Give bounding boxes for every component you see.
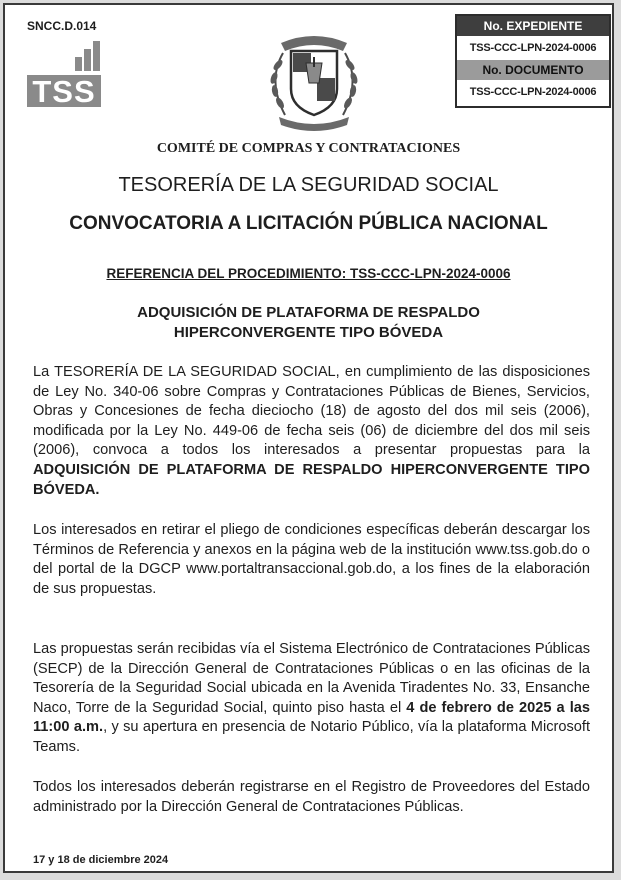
form-code: SNCC.D.014 [27, 19, 97, 33]
paragraph-submission-text-2: , y su apertura en presencia de Notario Público, vía la plataforma Microsoft Teams. [33, 719, 590, 755]
paragraph-submission-text-1: Las propuestas serán recibidas vía el Sistema Electrónico de Contrataciones Públicas (SECP) de la Dirección General de Contrataciones Públicas o en las oficinas de la Tesorería de la Seguridad Social ubicada en la Avenida Tiradentes No. 33, Ensanche Naco, Torre de la Seguridad Social, quinto piso hasta el [33, 641, 590, 716]
expediente-label: No. EXPEDIENTE [457, 16, 609, 36]
paragraph-invitation-text: La TESORERÍA DE LA SEGURIDAD SOCIAL, en cumplimiento de las disposiciones de Ley No. 340-06 sobre Compras y Contrataciones Públicas de Bienes, Servicios, Obras y Concesiones de fecha dieciocho (18) de agosto del dos mil seis (2006), modificada por la Ley No. 449-06 de fecha seis (06) de diciembre del dos mil seis (2006), convoca a todos los interesados a presentar propuestas para la [33, 364, 590, 459]
tss-logo [27, 39, 101, 109]
subject-line-1: ADQUISICIÓN DE PLATAFORMA DE RESPALDO [137, 304, 480, 321]
paragraph-terms-download: Los interesados en retirar el pliego de condiciones específicas deberán descargar los Términos de Referencia y anexos en la página web de la institución www.tss.gob.do o del portal de la DGCP www.portaltransaccional.gob.do, a los fines de la elaboración de sus propuestas. [33, 522, 590, 597]
expediente-box [455, 14, 611, 108]
paragraph-invitation-bold: ADQUISICIÓN DE PLATAFORMA DE RESPALDO HIPERCONVERGENTE TIPO BÓVEDA. [33, 461, 590, 498]
institution-name: TESORERÍA DE LA SEGURIDAD SOCIAL [118, 174, 499, 196]
document-page [3, 3, 614, 873]
documento-value: TSS-CCC-LPN-2024-0006 [469, 86, 597, 98]
procurement-subject [5, 303, 612, 343]
paragraph-submission-deadline: 4 de febrero de 2025 a las 11:00 a.m. [33, 699, 590, 736]
expediente-value: TSS-CCC-LPN-2024-0006 [469, 42, 597, 54]
publication-date: 17 y 18 de diciembre 2024 [33, 854, 169, 866]
tss-logo-text: TSS [32, 74, 96, 109]
paragraph-invitation [33, 363, 590, 500]
paragraph-submission [33, 640, 590, 758]
announcement-title: CONVOCATORIA A LICITACIÓN PÚBLICA NACIONAL [69, 213, 548, 234]
procedure-reference: REFERENCIA DEL PROCEDIMIENTO: TSS-CCC-LPN-2024-0006 [106, 266, 511, 281]
documento-label: No. DOCUMENTO [457, 60, 609, 80]
subject-line-2: HIPERCONVERGENTE TIPO BÓVEDA [173, 324, 444, 341]
coat-of-arms-emblem [261, 23, 367, 133]
paragraph-registration: Todos los interesados deberán registrarse en el Registro de Proveedores del Estado administrado por la Dirección General de Contrataciones Públicas. [33, 779, 590, 815]
committee-heading: COMITÉ DE COMPRAS Y CONTRATACIONES [156, 141, 461, 156]
